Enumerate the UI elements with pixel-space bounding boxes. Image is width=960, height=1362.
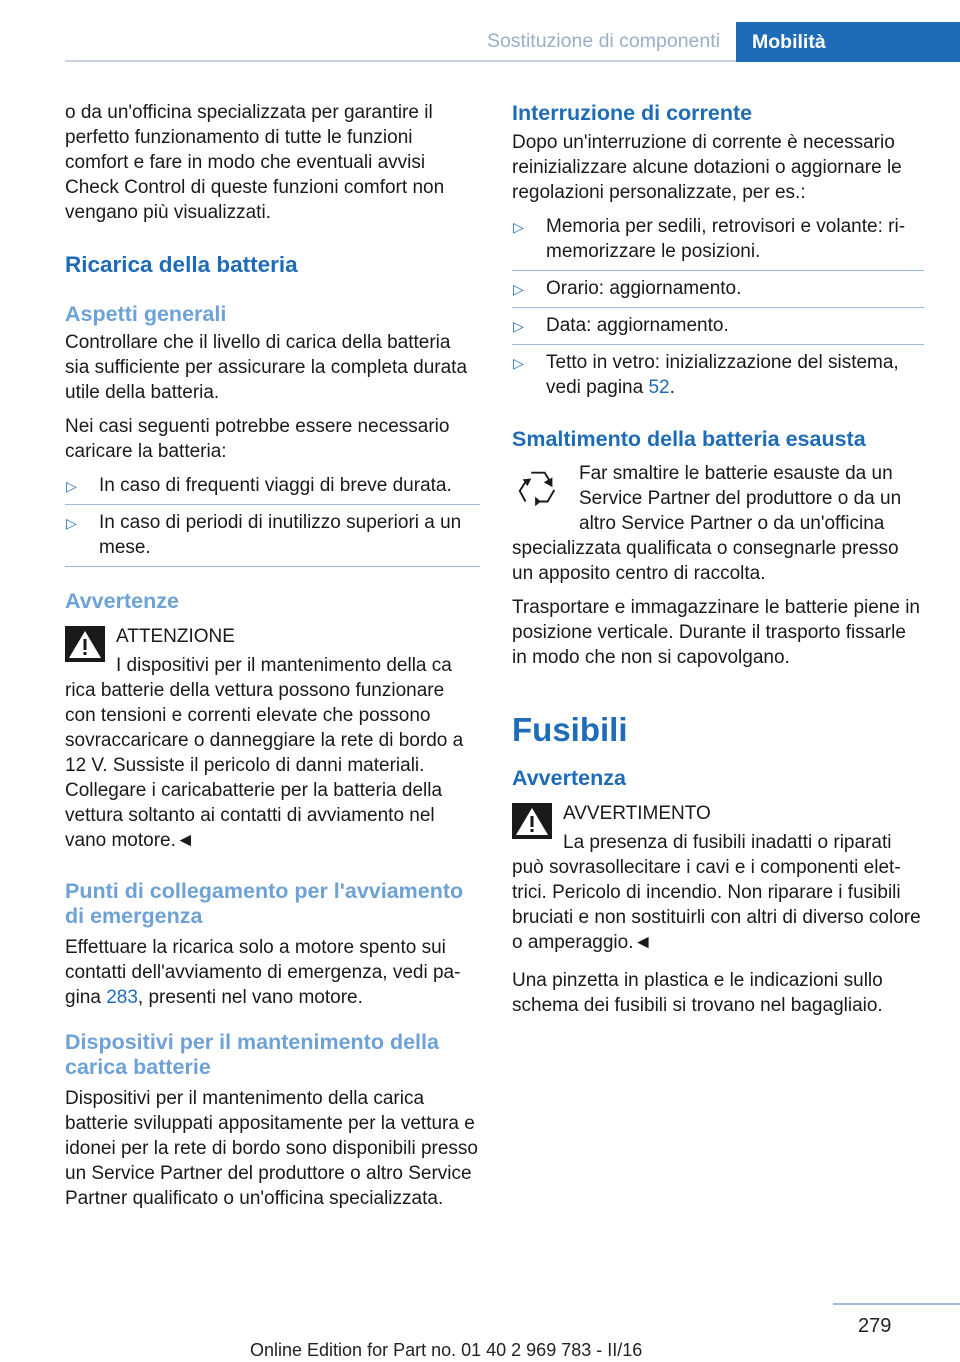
heading-ricarica: Ricarica della batteria: [65, 252, 298, 277]
page-number: 279: [858, 1315, 892, 1337]
right-column: [512, 100, 924, 1027]
warning-text: rica batterie della vettura possono funzionare con tensioni e correnti elevate che possono sovraccaricare o danneggiare la rete di bordo a 12 V. Sussiste il pericolo di danni materiali. Collegare i caricabatterie per la batteria della vettura soltanto ai contatti di avviamento nel vano motore.◄: [65, 680, 464, 851]
pinzetta-paragraph: Una pinzetta in plastica e le indicazioni sullo schema dei fusibili si trovano nel bagagliaio.: [512, 970, 883, 1016]
warning-label: AVVERTIMENTO: [563, 803, 711, 824]
bullet-list-batteria: [65, 468, 480, 567]
triangle-bullet-icon: ▷: [66, 478, 77, 494]
warning-triangle-icon: [512, 803, 552, 839]
warning-triangle-icon: [65, 626, 105, 662]
heading-aspetti: Aspetti generali: [65, 302, 227, 326]
warning-text-first: La presenza di fusibili inadatti o riparati: [563, 832, 892, 853]
section-title: Sostituzione di componenti: [486, 29, 720, 52]
triangle-bullet-icon: ▷: [513, 318, 524, 334]
warning-text-first: I dispositivi per il mantenimento della ca: [116, 655, 452, 676]
header-chapter-tab: [736, 22, 960, 62]
list-item: ▷ Data: aggiornamento.: [512, 308, 924, 345]
left-column: [65, 100, 480, 1220]
punti-paragraph: Effettuare la ricarica solo a motore spento sui contatti dell'avviamento di emergenza, vedi pagina 283, presenti nel vano motore.: [65, 937, 461, 1008]
heading-avvertenza: Avvertenza: [512, 766, 626, 790]
page-link-52[interactable]: 52: [648, 377, 670, 398]
aspetti-paragraph-2: Nei casi seguenti potrebbe essere necessario caricare la batteria:: [65, 416, 450, 462]
list-item: ▷ In caso di frequenti viaggi di breve durata.: [65, 468, 480, 505]
triangle-bullet-icon: ▷: [513, 219, 524, 235]
heading-avvertenze: Avvertenze: [65, 589, 179, 613]
list-item: ▷ In caso di periodi di inutilizzo superiori a un mese.: [65, 505, 480, 567]
edition-note: Online Edition for Part no. 01 40 2 969 783 - II/16: [250, 1340, 643, 1360]
list-item: ▷ Tetto in vetro: inizializzazione del sistema, vedi pagina 52.: [513, 352, 899, 398]
footer-rule: [833, 1303, 960, 1305]
page-link-283[interactable]: 283: [106, 987, 138, 1008]
heading-smaltimento: Smaltimento della batteria esausta: [512, 427, 866, 451]
warning-attenzione: [65, 624, 480, 853]
smaltimento-line-1: Far smaltire le batterie esauste da un: [579, 463, 893, 484]
heading-dispositivi: Dispositivi per il mantenimento della carica batterie: [65, 1030, 439, 1079]
trasporto-paragraph: Trasportare e immagazzinare le batterie piene in posizione verticale. Durante il trasporto fissarle in modo che non si capovolgano.: [512, 597, 920, 668]
warning-avvertimento: [512, 801, 924, 955]
recycling-icon: [514, 465, 562, 513]
bullet-list-interruzione: [512, 209, 924, 406]
warning-text: può sovrasollecitare i cavi e i componenti elettrici. Pericolo di incendio. Non riparare i fusibili bruciati e non sostituirli con altri di diverso colore o amperaggio.◄: [512, 857, 921, 953]
triangle-bullet-icon: ▷: [513, 355, 524, 371]
header-section: [65, 22, 736, 62]
triangle-bullet-icon: ▷: [66, 515, 77, 531]
intro-paragraph: o da un'officina specializzata per garantire il perfetto funzionamento di tutte le funzioni comfort e fare in modo che eventuali avvisi Check Control di queste funzioni comfort non vengano più visualizzati.: [65, 102, 445, 223]
recycling-note: [512, 461, 924, 586]
heading-fusibili: Fusibili: [512, 711, 628, 748]
dispositivi-paragraph: Dispositivi per il mantenimento della carica batterie sviluppati appositamente per la vettura e idonei per la rete di bordo sono disponibili presso un Service Partner del produttore o altro Service Partner qualificato o un'officina specializzata.: [65, 1088, 478, 1209]
smaltimento-line-3: altro Service Partner o da un'officina: [579, 513, 885, 534]
page-header: [65, 22, 960, 62]
heading-punti: Punti di collegamento per l'avviamento di emergenza: [65, 879, 464, 928]
interruzione-paragraph: Dopo un'interruzione di corrente è necessario reinizializzare alcune dotazioni o aggiornare le regolazioni personalizzate, per es.:: [512, 132, 902, 203]
warning-label: ATTENZIONE: [116, 626, 235, 647]
heading-interruzione: Interruzione di corrente: [512, 101, 753, 125]
list-item: ▷ Memoria per sedili, retrovisori e volante: rimemorizzare le posizioni.: [512, 209, 924, 271]
list-item: ▷ Orario: aggiornamento.: [512, 271, 924, 308]
chapter-title: Mobilità: [752, 30, 826, 53]
smaltimento-text: specializzata qualificata o consegnarle presso un apposito centro di raccolta.: [512, 538, 899, 584]
aspetti-paragraph-1: Controllare che il livello di carica della batteria sia sufficiente per assicurare la completa durata utile della batteria.: [65, 332, 468, 403]
smaltimento-line-2: Service Partner del produttore o da un: [579, 488, 902, 509]
triangle-bullet-icon: ▷: [513, 281, 524, 297]
